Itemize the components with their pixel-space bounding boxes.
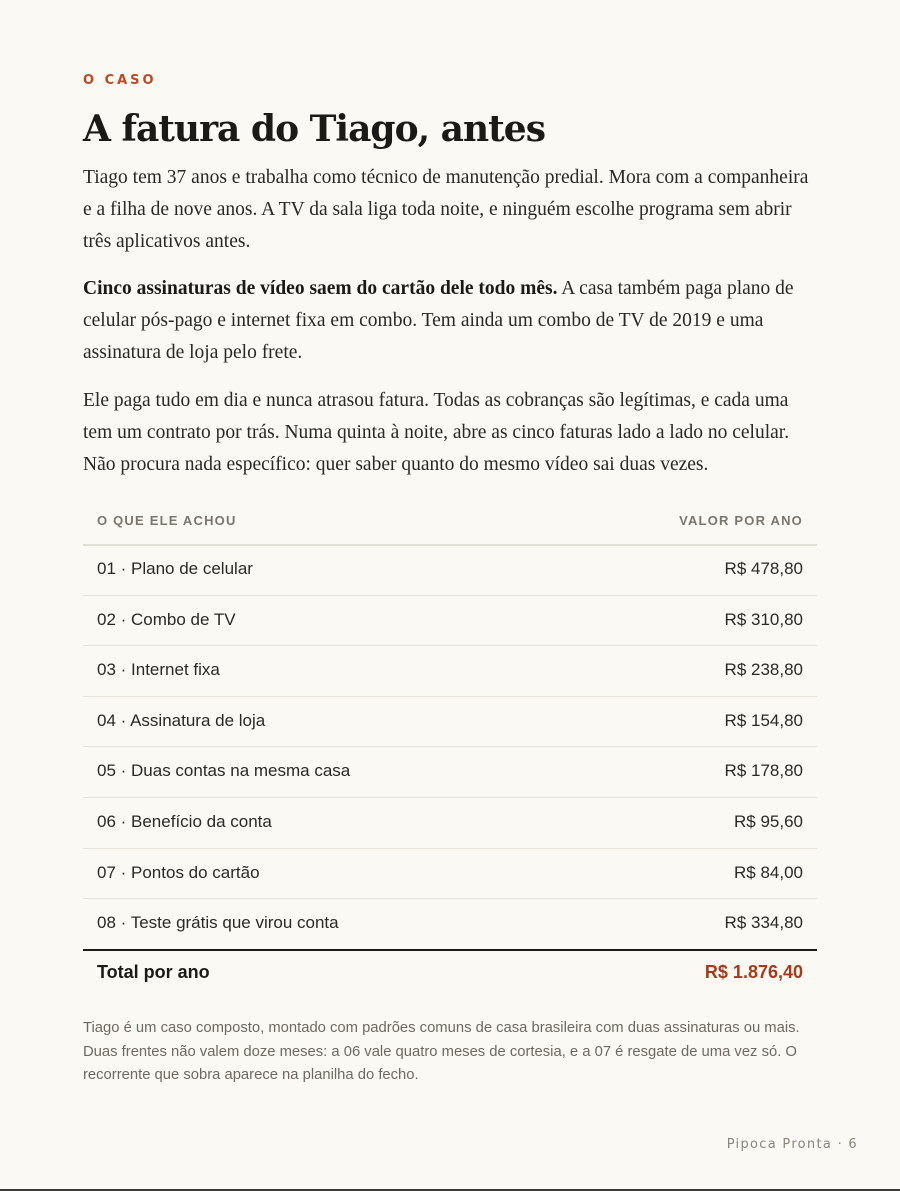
column-header-item: O QUE ELE ACHOU bbox=[97, 513, 237, 528]
row-value: R$ 310,80 bbox=[724, 609, 803, 629]
table-row bbox=[83, 899, 817, 951]
intro-paragraph: Tiago tem 37 anos e trabalha como técnico de manutenção predial. Mora com a companheira e a filha de nove anos. A TV da sala liga toda noite, e ninguém escolhe programa sem abrir três aplicativos antes. bbox=[83, 167, 809, 252]
table-row bbox=[83, 596, 817, 647]
page-title: A fatura do Tiago, antes bbox=[83, 108, 545, 150]
row-label: 01 · Plano de celular bbox=[97, 559, 253, 578]
row-value: R$ 154,80 bbox=[724, 710, 803, 730]
total-value: R$ 1.876,40 bbox=[704, 962, 803, 982]
row-value: R$ 238,80 bbox=[724, 660, 803, 680]
row-value: R$ 478,80 bbox=[724, 559, 803, 578]
table-row bbox=[83, 545, 817, 596]
subscriptions-lead: Cinco assinaturas de vídeo saem do cartão dele todo mês. bbox=[83, 278, 558, 299]
row-label: 03 · Internet fixa bbox=[97, 660, 220, 680]
page-footer: Pipoca Pronta · 6 bbox=[726, 1137, 858, 1152]
payments-paragraph: Ele paga tudo em dia e nunca atrasou fatura. Todas as cobranças são legítimas, e cada uma tem um contrato por trás. Numa quinta à noite, abre as cinco faturas lado a lado no celular. Não procura nada específico: quer saber quanto do mesmo vídeo sai duas vezes. bbox=[83, 390, 790, 475]
table-row bbox=[83, 849, 817, 900]
subscriptions-paragraph bbox=[83, 273, 817, 369]
findings-table bbox=[83, 545, 817, 951]
column-header-value: VALOR POR ANO bbox=[679, 513, 803, 528]
total-label: Total por ano bbox=[97, 962, 210, 982]
table-row bbox=[83, 798, 817, 849]
table-row bbox=[83, 747, 817, 798]
total-row bbox=[83, 962, 817, 990]
table-row bbox=[83, 697, 817, 748]
row-label: 08 · Teste grátis que virou conta bbox=[97, 913, 339, 933]
row-label: 04 · Assinatura de loja bbox=[97, 710, 266, 730]
subscriptions-rest: A casa também paga plano de celular pós-pago e internet fixa em combo. Tem ainda um combo de TV de 2019 e uma assinatura de loja pelo frete. bbox=[83, 278, 794, 363]
row-value: R$ 84,00 bbox=[734, 862, 803, 882]
row-value: R$ 95,60 bbox=[734, 811, 803, 831]
findings-table-header bbox=[83, 504, 817, 546]
section-kicker: O CASO bbox=[83, 73, 157, 88]
row-label: 05 · Duas contas na mesma casa bbox=[97, 761, 351, 781]
row-label: 06 · Benefício da conta bbox=[97, 811, 272, 831]
table-row bbox=[83, 646, 817, 697]
footnote: Tiago é um caso composto, montado com padrões comuns de casa brasileira com duas assinaturas ou mais. Duas frentes não valem doze meses: a 06 vale quatro meses de cortesia, e a 07 é resgate de uma vez só. O recorrente que sobra aparece na planilha do fecho. bbox=[83, 1020, 800, 1083]
row-value: R$ 334,80 bbox=[724, 913, 803, 933]
row-label: 07 · Pontos do cartão bbox=[97, 862, 260, 882]
row-value: R$ 178,80 bbox=[724, 761, 803, 781]
row-label: 02 · Combo de TV bbox=[97, 609, 236, 629]
